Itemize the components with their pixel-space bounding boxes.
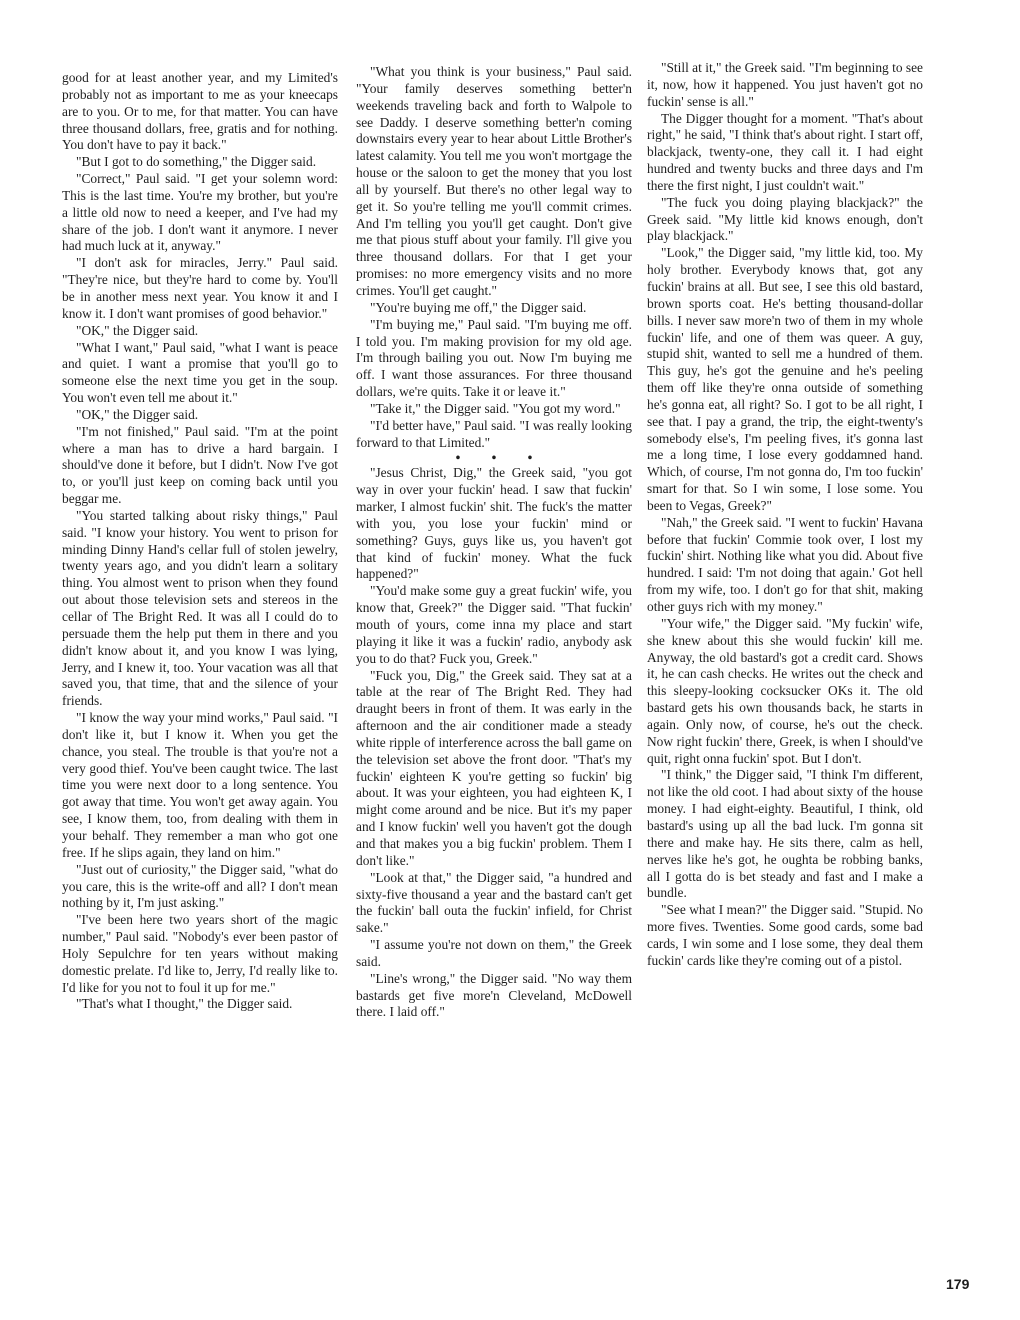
paragraph: "You started talking about risky things," Paul said. "I know your history. You went to prison for minding Dinny Hand's cellar full of stolen jewelry, twenty years ago, and you didn't learn a solitary thing. You almost went to prison when they found out about those television sets and stereos in the cellar of The Bright Red. It was all I could do to persuade them the help put them in there and you didn't know about it, and you know I was lying, Jerry, and I knew it, too. Your vacation was all that saved you, that time, that and the silence of your friends. <box>62 507 338 709</box>
paragraph: "Correct," Paul said. "I get your solemn word: This is the last time. You're my brother, but you're a little old now to need a keeper, and I've had my share of the job. I don't want it anymore. I never had much luck at it, anyway." <box>62 171 338 254</box>
paragraph: good for at least another year, and my Limited's probably not as important to me as your kneecaps are to you. Or to me, for that matter. You can have three thousand dollars, free, gratis and for nothing. You don't have to pay it back." <box>62 70 338 153</box>
paragraph: "Your wife," the Digger said. "My fuckin' wife, she knew about this she would fuckin' kill me. Anyway, the old bastard's got a credit card. Shows it, he can cash checks. He writes out the check and this sleepy-looking cocksucker OKs it. The old bastard gets his own thousands back, he starts in again. Only now, of course, he's out the check. Now right fuckin' there, Greek, is when I should've quit, right onna fuckin' spot. But I don't. <box>647 615 923 766</box>
paragraph: "I've been here two years short of the magic number," Paul said. "Nobody's ever been pastor of Holy Sepulchre for ten years without making domestic prelate. I'd like to, Jerry, I'd really like to. I'd like for you not to foul it up for me." <box>62 912 338 995</box>
paragraph: "You'd make some guy a great fuckin' wife, you know that, Greek?" the Digger said. "That fuckin' mouth of yours, come inna my place and start playing it like it was a fuckin' radio, anybody ask you to do that? Fuck you, Greek." <box>356 583 632 666</box>
paragraph: "I don't ask for miracles, Jerry." Paul said. "They're nice, but they're hard to come by. You'll be in another mess next year. You know it and I know it. I don't want promises of good behavior." <box>62 255 338 321</box>
paragraph: "Just out of curiosity," the Digger said, "what do you care, this is the write-off and all? I don't mean nothing by it, I'm just asking." <box>62 861 338 911</box>
paragraph: "OK," the Digger said. <box>76 406 199 422</box>
paragraph: "Still at it," the Greek said. "I'm beginning to see it, now, how it happened. You just haven't got no fuckin' sense is all." <box>647 60 923 109</box>
paragraph: "Take it," the Digger said. "You got my word." <box>370 400 621 416</box>
paragraph: "Nah," the Greek said. "I went to fuckin' Havana before that fuckin' Commie took over, I lost my fuckin' shirt. Nothing like what you did. About five hundred. I said: 'I'm not doing that again.' Got hell from my wife, too. I don't go for that shit, making other guys rich with my money." <box>647 514 923 614</box>
paragraph: "Look," the Digger said, "my little kid, too. My holy brother. Everybody knows that, got any fuckin' brains at all. But see, I see this old bastard, brown sports coat. He's betting thousand-dollar bills. I never saw more'n two of them in my whole fuckin' life, and one of them was queer. A guy, stupid shit, wanted to sell me a hundred of them. This guy, he's got the genuine and he's peeling them off like they're onna outside of something he's gonna eat, all right? So. I got to be all right, I see that. I pay a grand, the trip, the eight-twenty's somebody else's, I'm peeling fives, it's gonna last me a long time, I lose every goddamned hand. Which, of course, I'm not gonna do, I'm too fuckin' smart for that. So I win some, I lose some. You been to Vegas, Greek?" <box>647 245 923 513</box>
paragraph: "Line's wrong," the Digger said. "No way them bastards get five more'n Cleveland, McDowell there. I laid off." <box>356 970 632 1020</box>
text-column-1 <box>62 70 338 1013</box>
paragraph: "I'm not finished," Paul said. "I'm at the point where a man has to drive a hard bargain. I should've done it before, but I didn't. Now I've got to, or you'll just keep on coming back until you beggar me. <box>62 423 338 507</box>
paragraph: "The fuck you doing playing blackjack?" the Greek said. "My little kid knows enough, don't play blackjack." <box>647 194 923 244</box>
page-number: 179 <box>946 1276 970 1292</box>
paragraph: "What I want," Paul said, "what I want is peace and quiet. I want a promise that you'll go to someone else the next time you get in the soup. You won't even tell me about it." <box>62 339 338 406</box>
paragraph: "OK," the Digger said. <box>76 322 199 338</box>
text-column-2 <box>356 64 632 1021</box>
paragraph: "What you think is your business," Paul said. "Your family deserves something better'n weekends traveling back and forth to Walpole to see Daddy. I deserve something better'n coming downstairs every year to hear about Little Brother's latest calamity. You tell me you won't mortgage the house or the saloon to get the money that you lost all by yourself. But there's no other legal way to get it. So you're telling me you'll commit crimes. And I'm telling you you'll get caught. Don't give me that pious stuff about your family. I'll give you three thousand dollars. For that I get your promises: no more emergency visits and no more crimes. You'll get caught." <box>356 64 632 298</box>
text-column-3 <box>647 60 923 970</box>
paragraph: "I know the way your mind works," Paul said. "I don't like it, but I know it. When you get the chance, you steal. The trouble is that you're not a very good thief. You've been caught twice. The last time you were next door to a long sentence. You got away that time. You won't get away again. You see, I know them, too, from dealing with them in your behalf. They remember a man who got one free. If he slips again, they land on him." <box>62 710 338 860</box>
paragraph: "You're buying me off," the Digger said. <box>370 299 587 315</box>
paragraph: "Look at that," the Digger said, "a hundred and sixty-five thousand a year and the bastard can't get the fuckin' ball outa the fuckin' infield, for Christ sake." <box>356 869 632 936</box>
paragraph: "See what I mean?" the Digger said. "Stupid. No more fives. Twenties. Some good cards, some bad cards, I win some and I lose some, they deal them fuckin' cards like they're coming out of a pistol. <box>647 902 923 968</box>
paragraph: "That's what I thought," the Digger said. <box>76 996 293 1012</box>
paragraph: The Digger thought for a moment. "That's about right," he said, "I think that's about right. I start off, blackjack, twenty-one, they call it. I had eight hundred and twenty bucks and three days and I'm there the first night, I just couldn't wait." <box>647 110 923 193</box>
paragraph: "I assume you're not down on them," the Greek said. <box>356 937 632 969</box>
paragraph: "Jesus Christ, Dig," the Greek said, "you got way in over your fuckin' head. I saw that fuckin' marker, I almost fuckin' shit. The fuck's the matter with you, you lose your fuckin' mind or something? Guys, guys like us, you haven't got that kind of fuckin' money. What the fuck happened?" <box>356 465 632 582</box>
paragraph: "I think," the Digger said, "I think I'm different, not like the old coot. I had about sixty of the house money. I had eight-eighty. Beautiful, I think, old bastard's using up all the bad luck. I'm gonna sit there and make hay. He sits there, calm as hell, nerves like he's got, he oughta be robbing banks, all I gotta do is bet steady and fast and I make a bundle. <box>647 767 923 901</box>
paragraph: "Fuck you, Dig," the Greek said. They sat at a table at the rear of The Bright Red. They had draught beers in front of them. It was early in the afternoon and the air conditioner made a steady white ripple of interference across the ball game on the television set above the front door. "That's my fuckin' eighteen K you're getting so fuckin' big about. It was your eighteen, you had eighteen K, I might come around and be nice. But it's my paper and I know fuckin' well you haven't got the dough and that makes you a big fuckin' problem. Them I don't like." <box>356 667 632 868</box>
paragraph: "I'd better have," Paul said. "I was really looking forward to that Limited." <box>356 417 632 450</box>
section-break: • • • <box>455 450 547 466</box>
paragraph: "But I got to do something," the Digger said. <box>76 154 317 170</box>
paragraph: "I'm buying me," Paul said. "I'm buying me off. I told you. I'm making provision for my old age. I'm through bailing you out. Now I'm buying me off. I want those assurances. For three thousand dollars, we're quits. Take it or leave it." <box>356 316 632 400</box>
